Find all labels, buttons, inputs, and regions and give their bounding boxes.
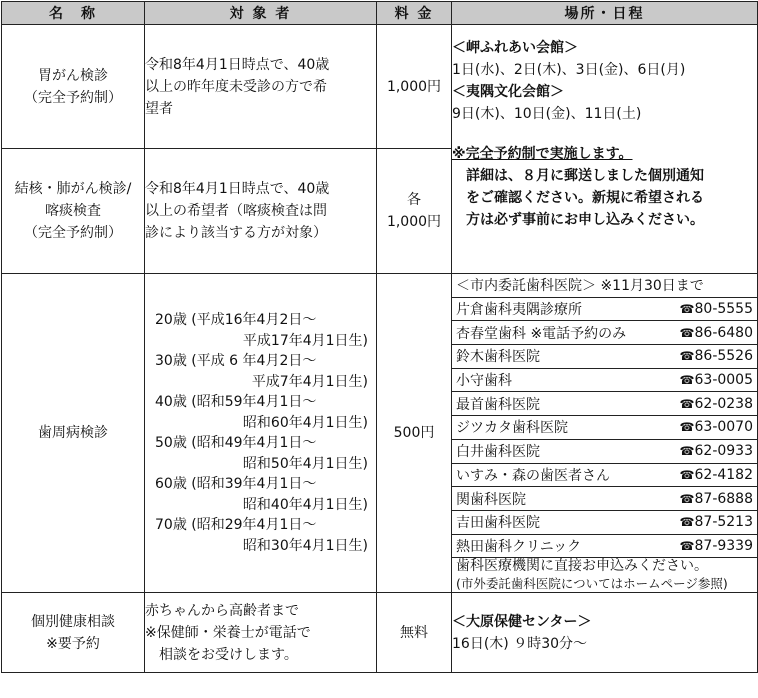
age-range-start: 60歳 (昭和39年4月1日～ [155, 476, 317, 493]
clinic-row [452, 345, 757, 369]
tb-name-line: 結核・肺がん検診/ [14, 181, 132, 197]
consult-target-line: 相談をお受けします。 [159, 646, 298, 663]
header-row [2, 2, 758, 25]
phone-icon: ☎ [679, 396, 695, 411]
reservation-note-title: ※完全予約制で実施します。 [452, 146, 633, 162]
clinic-phone [605, 321, 758, 345]
stomach-tb-place [452, 25, 758, 274]
reservation-note-line: 方は必ず事前にお申し込みください。 [466, 212, 704, 228]
clinic-phone-number: 62-4182 [694, 466, 753, 483]
footer-instruction: 歯科医療機関に直接お申込みください。 [456, 558, 708, 575]
clinic-row [452, 534, 757, 558]
stomach-name [2, 25, 145, 149]
clinic-phone-number: 87-6888 [694, 490, 753, 507]
phone-icon: ☎ [679, 349, 695, 364]
clinic-row [452, 510, 757, 534]
clinic-name: 片倉歯科夷隅診療所 [452, 297, 605, 321]
phone-icon: ☎ [679, 373, 695, 388]
phone-icon: ☎ [679, 491, 695, 506]
row-stomach-cancer [2, 25, 758, 149]
clinic-phone-number: 63-0005 [694, 372, 753, 389]
age-range-end: 昭和60年4月1日生) [242, 414, 368, 431]
stomach-fee: 1,000円 [377, 25, 452, 149]
clinic-name: 吉田歯科医院 [452, 510, 605, 534]
phone-icon: ☎ [679, 444, 695, 459]
clinic-name: 小守歯科 [452, 368, 605, 392]
stomach-target-line: 令和8年4月1日時点で、40歳 [145, 56, 330, 73]
clinic-phone [605, 510, 758, 534]
age-group-0 [155, 310, 372, 351]
tb-fee-amount: 1,000円 [386, 214, 442, 230]
clinic-row [452, 321, 757, 345]
consult-target-line: ※保健師・栄養士が電話で [145, 624, 311, 641]
age-range-end: 平成17年4月1日生) [242, 332, 368, 349]
header-name: 名 称 [2, 2, 145, 25]
clinic-name: 鈴木歯科医院 [452, 345, 605, 369]
row-consultation [2, 593, 758, 673]
clinic-list [452, 274, 757, 592]
clinic-phone-number: 80-5555 [694, 301, 753, 318]
dates-misaki: 1日(水)、2日(木)、3日(金)、6日(月) [452, 62, 686, 78]
clinic-name: 杏春堂歯科 ※電話予約のみ [452, 321, 605, 345]
age-range-end: 昭和30年4月1日生) [242, 537, 368, 554]
age-range-end: 平成7年4月1日生) [251, 373, 368, 390]
row-periodontal [2, 274, 758, 593]
tb-target-line: 令和8年4月1日時点で、40歳 [145, 181, 330, 197]
stomach-name-line: （完全予約制） [24, 89, 122, 106]
clinic-list-footer [452, 558, 757, 593]
stomach-target-line: 以上の昨年度未受診の方で希 [145, 78, 327, 95]
clinic-phone-number: 87-5213 [694, 514, 753, 531]
tb-target-line: 以上の希望者（喀痰検査は問 [145, 203, 327, 219]
age-group-3 [155, 433, 372, 474]
age-range-start: 40歳 (昭和59年4月1日～ [155, 394, 317, 411]
tb-name-line: （完全予約制） [24, 225, 122, 241]
age-range-start: 20歳 (平成16年4月2日～ [155, 312, 317, 329]
phone-icon: ☎ [679, 515, 695, 530]
dates-isumi: 9日(木)、10日(金)、11日(土) [452, 106, 642, 122]
consult-target [145, 593, 377, 673]
clinic-phone-number: 86-5526 [694, 348, 753, 365]
clinic-name: ジツカタ歯科医院 [452, 416, 605, 440]
clinic-list-cell [452, 274, 758, 593]
clinic-name: 熱田歯科クリニック [452, 534, 605, 558]
phone-icon: ☎ [679, 325, 695, 340]
perio-name: 歯周病検診 [2, 274, 145, 593]
clinic-name: いすみ・森の歯医者さん [452, 463, 605, 487]
clinic-phone [605, 534, 758, 558]
venue-ohara: ＜大原保健センター＞ [452, 613, 592, 630]
clinic-phone [605, 463, 758, 487]
clinic-phone-number: 62-0933 [694, 443, 753, 460]
clinic-phone [605, 487, 758, 511]
age-range-start: 70歳 (昭和29年4月1日～ [155, 517, 317, 534]
stomach-target [145, 25, 377, 149]
age-group-2 [155, 392, 372, 433]
age-group-1 [155, 351, 372, 392]
clinic-list-header [452, 274, 757, 297]
clinic-row [452, 297, 757, 321]
tb-name [2, 149, 145, 274]
age-range-end: 昭和50年4月1日生) [242, 455, 368, 472]
stomach-target-line: 望者 [145, 100, 173, 117]
consult-target-line: 赤ちゃんから高齢者まで [145, 602, 299, 619]
clinic-row [452, 439, 757, 463]
consult-fee: 無料 [377, 593, 452, 673]
consult-name-line: ※要予約 [46, 635, 100, 652]
phone-icon: ☎ [679, 420, 695, 435]
tb-name-line: 喀痰検査 [45, 203, 101, 219]
clinic-list-title: ＜市内委託歯科医院＞ ※11月30日まで [452, 274, 757, 297]
phone-icon: ☎ [679, 302, 695, 317]
clinic-row [452, 416, 757, 440]
clinic-row [452, 392, 757, 416]
consult-name-line: 個別健康相談 [31, 613, 115, 630]
clinic-name: 関歯科医院 [452, 487, 605, 511]
tb-target-line: 診により該当する方が対象） [145, 225, 327, 241]
phone-icon: ☎ [679, 467, 695, 482]
consult-date: 16日(木) ９時30分～ [452, 635, 588, 652]
checkup-table [1, 1, 758, 673]
clinic-phone [605, 297, 758, 321]
clinic-phone [605, 368, 758, 392]
consult-name [2, 593, 145, 673]
age-range-end: 昭和40年4月1日生) [242, 496, 368, 513]
clinic-phone [605, 392, 758, 416]
header-target: 対 象 者 [145, 2, 377, 25]
clinic-phone-number: 62-0238 [694, 395, 753, 412]
phone-icon: ☎ [679, 538, 695, 553]
clinic-phone-number: 87-9339 [694, 537, 753, 554]
age-range-start: 30歳 (平成 6 年4月2日～ [155, 353, 317, 370]
age-group-4 [155, 474, 372, 515]
perio-target [145, 274, 377, 593]
tb-target [145, 149, 377, 274]
clinic-phone-number: 63-0070 [694, 419, 753, 436]
age-group-5 [155, 515, 372, 556]
spacer [452, 125, 757, 143]
clinic-row [452, 368, 757, 392]
tb-fee [377, 149, 452, 274]
header-place: 場所・日程 [452, 2, 758, 25]
tb-fee-prefix: 各 [407, 192, 421, 208]
clinic-phone-number: 86-6480 [694, 324, 753, 341]
clinic-name: 最首歯科医院 [452, 392, 605, 416]
clinic-row [452, 463, 757, 487]
age-range-start: 50歳 (昭和49年4月1日～ [155, 435, 317, 452]
stomach-name-line: 胃がん検診 [38, 67, 108, 84]
clinic-name: 白井歯科医院 [452, 439, 605, 463]
clinic-phone [605, 439, 758, 463]
reservation-note-line: をご確認ください。新規に希望される [466, 190, 704, 206]
footer-outside-note: (市外委託歯科医院についてはホームページ参照) [456, 576, 728, 592]
venue-misaki: ＜岬ふれあい会館＞ [452, 40, 578, 56]
perio-fee: 500円 [377, 274, 452, 593]
reservation-note-line: 詳細は、８月に郵送しました個別通知 [466, 168, 704, 184]
clinic-row [452, 487, 757, 511]
header-fee: 料 金 [377, 2, 452, 25]
consult-place [452, 593, 758, 673]
clinic-phone [605, 345, 758, 369]
venue-isumi: ＜夷隅文化会館＞ [452, 84, 564, 100]
clinic-phone [605, 416, 758, 440]
clinic-footer-text [452, 558, 757, 593]
